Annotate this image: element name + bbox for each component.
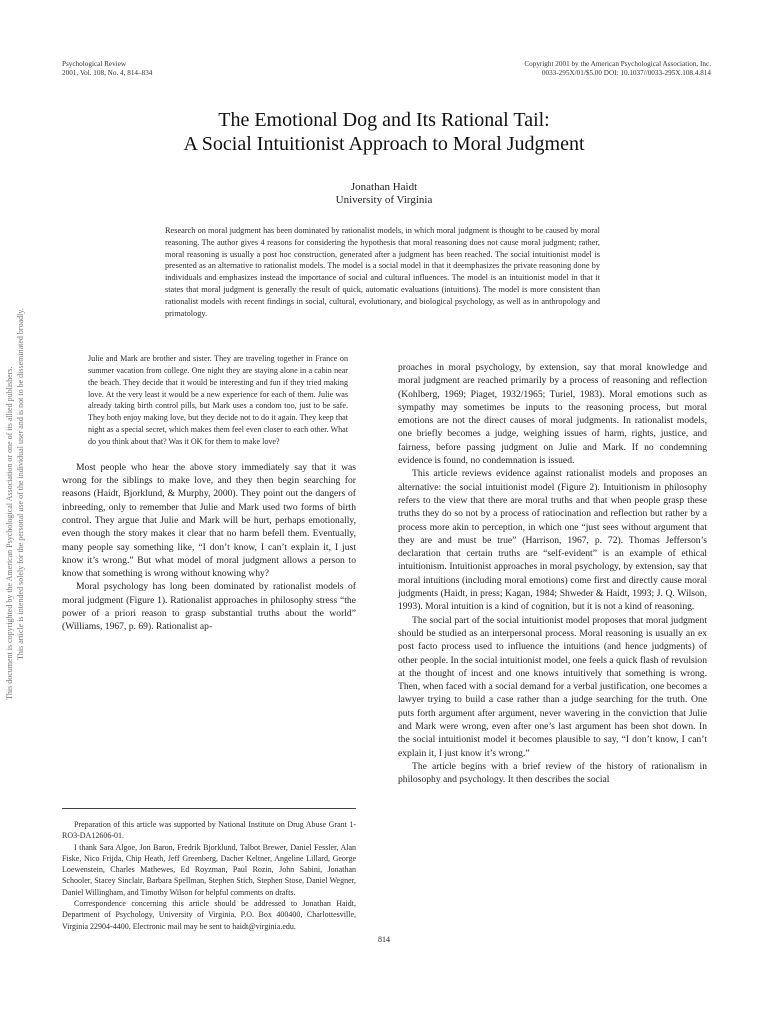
copyright-side-notice-1: This document is copyrighted by the American Psychological Association or one of its allied publishers.	[5, 366, 14, 700]
left-column	[62, 353, 356, 634]
vignette	[62, 353, 356, 448]
footnote-divider	[62, 808, 356, 809]
volume-info: 2001, Vol. 108, No. 4, 814–834	[62, 68, 153, 77]
journal-header	[62, 60, 152, 77]
author-name: Jonathan Haidt	[350, 181, 418, 193]
right-column	[398, 361, 707, 787]
journal-name: Psychological Review	[62, 60, 127, 68]
footnote-funding: Preparation of this article was supported by National Institute on Drug Abuse Grant 1-RO3-DA12606-01.	[62, 820, 356, 841]
abstract: Research on moral judgment has been dominated by rationalist models, in which moral judgment is thought to be caused by moral reasoning. The author gives 4 reasons for considering the hypothesis that moral reasoning does not cause moral judgment; rather, moral reasoning is usually a post hoc construction, generated after a judgment has been reached. The social intuitionist model is presented as an alternative to rationalist models. The model is a social model in that it deemphasizes the private reasoning done by individuals and emphasizes instead the importance of social and cultural influences. The model is an intuitionist model in that it states that moral judgment is generally the result of quick, automatic evaluations (intuitions). The model is more consistent than rationalist models with recent findings in social, cultural, evolutionary, and biological psychology, as well as in anthropology and primatology.	[165, 226, 600, 318]
author-block	[0, 181, 768, 207]
vignette-text: Julie and Mark are brother and sister. They are traveling together in France on summer vacation from college. One night they are staying alone in a cabin near the beach. They decide that it would be interesting and fun if they tried making love. At the very least it would be a new experience for each of them. Julie was already taking birth control pills, but Mark uses a condom too, just to be safe. They both enjoy making love, but they decide not to do it again. They keep that night as a special secret, which makes them feel even closer to each other. What do you think about that? Was it OK for them to make love?	[88, 354, 348, 446]
footnote-correspondence: Correspondence concerning this article should be addressed to Jonathan Haidt, Department of Psychology, University of Virginia, P.O. Box 400400, Charlottesville, Virginia 22904-4400. Electronic mail may be sent to haidt@virginia.edu.	[62, 899, 356, 931]
article-title	[0, 108, 768, 156]
page-number: 814	[378, 935, 390, 944]
body-paragraph: Moral psychology has long been dominated by rationalist models of moral judgment (Figure 1). Rationalist approaches in philosophy stress “the power of a priori reason to grasp substantial truths about the world” (Williams, 1967, p. 69). Rationalist ap-	[62, 581, 356, 633]
author-affiliation: University of Virginia	[335, 194, 433, 206]
title-line-1: The Emotional Dog and Its Rational Tail:	[218, 109, 550, 131]
body-paragraph: The article begins with a brief review of the history of rationalism in philosophy and psychology. It then describes the social	[398, 760, 707, 786]
copyright-side-notice-2: This article is intended solely for the personal use of the individual user and is not to be disseminated broadly.	[16, 308, 25, 660]
title-line-2: A Social Intuitionist Approach to Moral Judgment	[183, 133, 585, 155]
copyright-header	[524, 60, 711, 77]
body-paragraph: This article reviews evidence against rationalist models and proposes an alternative: the social intuitionist model (Figure 2). Intuitionism in philosophy refers to the view that there are moral truths and that when people grasp these truths they do so not by a process of ratiocination and reflection but rather by a process more akin to perception, in which one “just sees without argument that they are and must be true” (Harrison, 1967, p. 72). Thomas Jefferson’s declaration that certain truths are “self-evident” is an example of ethical intuitionism. Intuitionist approaches in moral psychology, by extension, say that moral intuitions (including moral emotions) come first and directly cause moral judgments (Haidt, in press; Kagan, 1984; Shweder & Haidt, 1993; J. Q. Wilson, 1993). Moral intuition is a kind of cognition, but it is not a kind of reasoning.	[398, 468, 707, 613]
doi-line: 0033-295X/01/$5.00 DOI: 10.1037//0033-295X.108.4.814	[541, 68, 711, 77]
body-paragraph: proaches in moral psychology, by extension, say that moral knowledge and moral judgment are reached primarily by a process of reasoning and reflection (Kohlberg, 1969; Piaget, 1932/1965; Turiel, 1983). Moral emotions such as sympathy may sometimes be inputs to the reasoning process, but moral emotions are not the direct causes of moral judgments. In rationalist models, one briefly becomes a judge, weighing issues of harm, rights, justice, and fairness, before passing judgment on Julie and Mark. If no condemning evidence is found, no condemnation is issued.	[398, 362, 707, 467]
footnotes	[62, 819, 356, 932]
body-paragraph: The social part of the social intuitionist model proposes that moral judgment should be studied as an interpersonal process. Moral reasoning is usually an ex post facto process used to influence the intuitions (and hence judgments) of other people. In the social intuitionist model, one feels a quick flash of revulsion at the thought of incest and one knows intuitively that something is wrong. Then, when faced with a social demand for a verbal justification, one becomes a lawyer trying to build a case rather than a judge searching for the truth. One puts forth argument after argument, never wavering in the conviction that Julie and Mark were wrong, even after one’s last argument has been shot down. In the social intuitionist model it becomes plausible to say, “I don’t know, I can’t explain it, I just know it’s wrong.”	[398, 614, 707, 759]
body-paragraph: Most people who hear the above story immediately say that it was wrong for the siblings to make love, and they then begin searching for reasons (Haidt, Bjorklund, & Murphy, 2000). They point out the dangers of inbreeding, only to remember that Julie and Mark used two forms of birth control. They argue that Julie and Mark will be hurt, perhaps emotionally, even though the story makes it clear that no harm befell them. Eventually, many people say something like, “I don’t know, I can’t explain it, I just know it’s wrong.” But what model of moral judgment allows a person to know that something is wrong without knowing why?	[62, 461, 356, 580]
copyright-line: Copyright 2001 by the American Psychological Association, Inc.	[524, 60, 711, 68]
footnote-acknowledgments: I thank Sara Algoe, Jon Baron, Fredrik Bjorklund, Talbot Brewer, Daniel Fessler, Alan Fiske, Nico Frijda, Chip Heath, Jeff Greenberg, Dacher Keltner, Angeline Lillard, George Loewenstein, Charles Mathewes, Ed Royzman, Paul Rozin, John Sabini, Jonathan Schooler, Stacey Sinclair, Barbara Spellman, Stephen Stich, Stephen Stose, Daniel Wegner, Daniel Willingham, and Timothy Wilson for helpful comments on drafts.	[62, 842, 356, 897]
